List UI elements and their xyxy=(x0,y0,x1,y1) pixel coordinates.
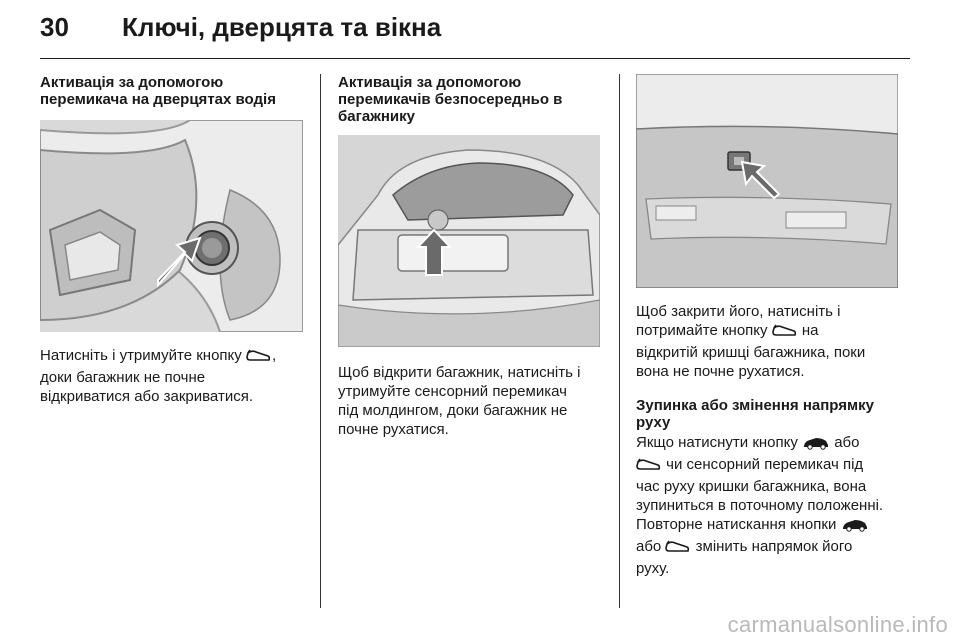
column-trunk-switch xyxy=(338,74,606,439)
tailgate-open-icon xyxy=(772,324,798,343)
section-heading-stop-direction: Зупинка або змінення напрямку руху xyxy=(636,397,874,431)
instruction-trunk-switch: Щоб відкрити багажник, натисніть і утримуйте сенсорний перемикач під молдингом, доки багажник не почне рухатися. xyxy=(338,364,581,438)
car-tailgate-key-icon xyxy=(802,436,830,455)
car-rear-illustration xyxy=(338,135,600,347)
instruction-driver-switch: Натисніть і утримуйте кнопку , доки багажник не почне відкриватися або закриватися. xyxy=(40,347,277,405)
figure-car-rear xyxy=(338,135,600,347)
tailgate-open-icon xyxy=(246,349,272,368)
tailgate-open-icon xyxy=(636,458,662,477)
column-driver-door-switch xyxy=(40,74,305,406)
watermark: carmanualsonline.info xyxy=(727,612,948,637)
page-title: Ключі, дверцята та вікна xyxy=(122,12,442,42)
page-number: 30 xyxy=(40,12,69,42)
instruction-stop-direction: Якщо натиснути кнопку або чи сенсорний перемикач під час руху кришки багажника, вона зупиниться в поточному положенні. Повторне натискання кнопки або змінить напрямок його руху. xyxy=(636,434,884,577)
header-divider xyxy=(40,58,910,59)
column-divider-2 xyxy=(619,74,620,608)
figure-door-switch xyxy=(40,120,303,332)
tailgate-open-icon xyxy=(665,540,691,559)
figure-tailgate-button xyxy=(636,74,898,288)
column-close-and-stop xyxy=(636,74,904,578)
tailgate-button-illustration xyxy=(636,74,898,288)
page-header xyxy=(40,12,441,48)
door-switch-illustration xyxy=(40,120,303,332)
section-heading-driver-switch: Активація за допомогою перемикача на дверцятах водія xyxy=(40,74,276,108)
section-heading-trunk-switch: Активація за допомогою перемикачів безпосередньо в багажнику xyxy=(338,74,563,125)
column-divider-1 xyxy=(320,74,321,608)
instruction-close-tailgate: Щоб закрити його, натисніть і потримайте кнопку на відкритій кришці багажника, поки вона не почне рухатися. xyxy=(636,303,866,380)
car-tailgate-key-icon xyxy=(841,518,869,537)
